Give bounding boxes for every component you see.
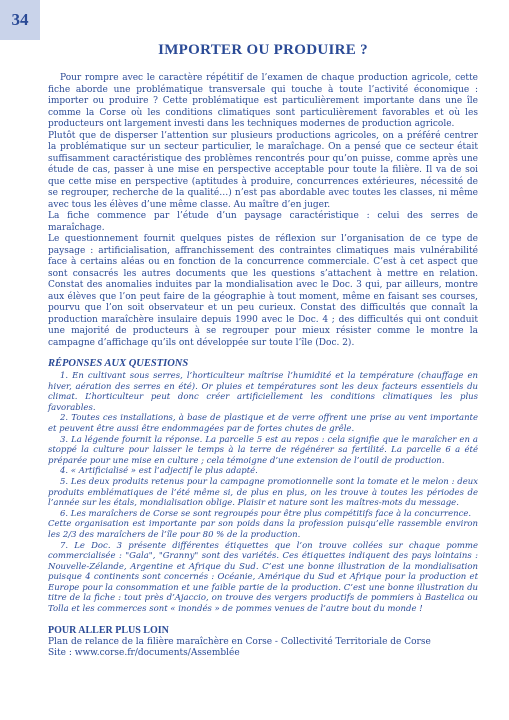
intro-paragraph: Plutôt que de disperser l’attention sur plusieurs productions agricoles, on a préféré centrer la problématique sur un secteur particulier, le maraîchage. On a pensé que ce secteur était suffisamment caractéristique des problèmes rencontrés pour qu’on puisse, comme après une étude de cas, passer à une mise en perspective acceptable pour toute la filière. Il va de soi que cette mise en perspective (aptitudes à produire, concurrences extérieures, nécessité de se regrouper, recherche de la qualité…) n’est pas abordable avec toutes les classes, ni même avec tous les élèves d’une même classe. Au maître d’en juger. xyxy=(48,130,478,210)
answer-item: Cette organisation est importante par son poids dans la profession puisqu’elle rassemble environ les 2/3 des maraîchers de l’île pour 80 % de la production. xyxy=(48,519,478,540)
page-title: IMPORTER OU PRODUIRE ? xyxy=(158,42,368,58)
answer-item: 3. La légende fournit la réponse. La parcelle 5 est au repos : cela signifie que le maraîcher en a stoppé la culture pour laisser le temps à la terre de régénérer sa fertilité. La parcelle 6 a été préparée pour une mise en culture ; cela témoigne d’une extension de l’outil de production. xyxy=(48,434,478,466)
further-heading: POUR ALLER PLUS LOIN xyxy=(48,624,169,636)
further-section xyxy=(48,637,478,659)
answer-item: 7. Le Doc. 3 présente différentes étiquettes que l’on trouve collées sur chaque pomme commercialisée : "Gala", "Granny" sont des variétés. Ces étiquettes indiquent des pays lointains : Nouvelle-Zélande, Argentine et Afrique du Sud. C’est une bonne illustration de la mondialisation puisque 4 continents sont concernés : Océanie, Amérique du Sud et Afrique pour la production et Europe pour la consommation et une faible partie de la production. C’est une bonne illustration du titre de la fiche : tout près d’Ajaccio, on trouve des vergers productifs de pommiers à Bastelica ou Tolla et les commerces sont « inondés » de pommes venues de l’autre bout du monde ! xyxy=(48,540,478,615)
answers-heading: RÉPONSES AUX QUESTIONS xyxy=(48,358,189,369)
answer-item: 6. Les maraîchers de Corse se sont regroupés pour être plus compétitifs face à la concurrence. xyxy=(60,508,472,519)
intro-paragraph: La fiche commence par l’étude d’un paysage caractéristique : celui des serres de maraîchage. xyxy=(48,211,478,233)
answer-item: 2. Toutes ces installations, à base de plastique et de verre offrent une prise au vent importante et peuvent être aussi être endommagées par de fortes chutes de grêle. xyxy=(48,413,478,434)
answer-item: 5. Les deux produits retenus pour la campagne promotionnelle sont la tomate et le melon : deux produits emblématiques de l’été même si, de plus en plus, on les trouve à toutes les périodes de l’année sur les étals, mondialisation oblige. Plaisir et nature sont les maîtres-mots du message. xyxy=(48,476,478,509)
reference-link[interactable]: Site : www.corse.fr/documents/Assemblée xyxy=(48,647,240,658)
reference-line: Plan de relance de la filière maraîchère en Corse - Collectivité Territoriale de Corse xyxy=(48,636,431,647)
intro-paragraph: Le questionnement fournit quelques pistes de réflexion sur l’organisation de ce type de paysage : artificialisation, affranchissement des contraintes climatiques mais vulnérabilité face à certains aléas ou en fonction de la concurrence commerciale. C’est à cet aspect que sont consacrés les autres documents que les questions s’attachent à mettre en relation. Constat des anomalies induites par la mondialisation avec le Doc. 3 qui, par ailleurs, montre aux élèves que l’on peut faire de la géographie à tout moment, même en faisant ses courses, pourvu que l’on soit observateur et un peu curieux. Constat des difficultés que connaît la production maraîchère insulaire depuis 1990 avec le Doc. 4 ; des difficultés qui ont conduit une majorité de producteurs à se regrouper pour mieux résister comme le montre la campagne d’affichage qu’ils ont développée sur toute l’île (Doc. 2). xyxy=(48,234,478,348)
answers-section xyxy=(48,371,478,615)
intro-section xyxy=(48,73,478,349)
page-number: 34 xyxy=(0,0,40,40)
answer-item: 1. En cultivant sous serres, l’horticulteur maîtrise l’humidité et la température (chauffage en hiver, aération des serres en été). Or pluies et températures sont les deux facteurs essentiels du climat. L’horticulteur peut donc créer artificiellement les conditions climatiques les plus favorables. xyxy=(48,371,478,413)
answer-item: 4. « Artificialisé » est l’adjectif le plus adapté. xyxy=(60,466,258,477)
intro-paragraph: Pour rompre avec le caractère répétitif de l’examen de chaque production agricole, cette fiche aborde une problématique transversale qui touche à toute l’activité économique : importer ou produire ? Cette problématique est particulièrement importante dans une île comme la Corse où les conditions climatiques sont particulièrement favorables et où les producteurs ont largement investi dans les techniques modernes de production agricole. xyxy=(48,73,478,129)
page-content xyxy=(48,42,478,659)
